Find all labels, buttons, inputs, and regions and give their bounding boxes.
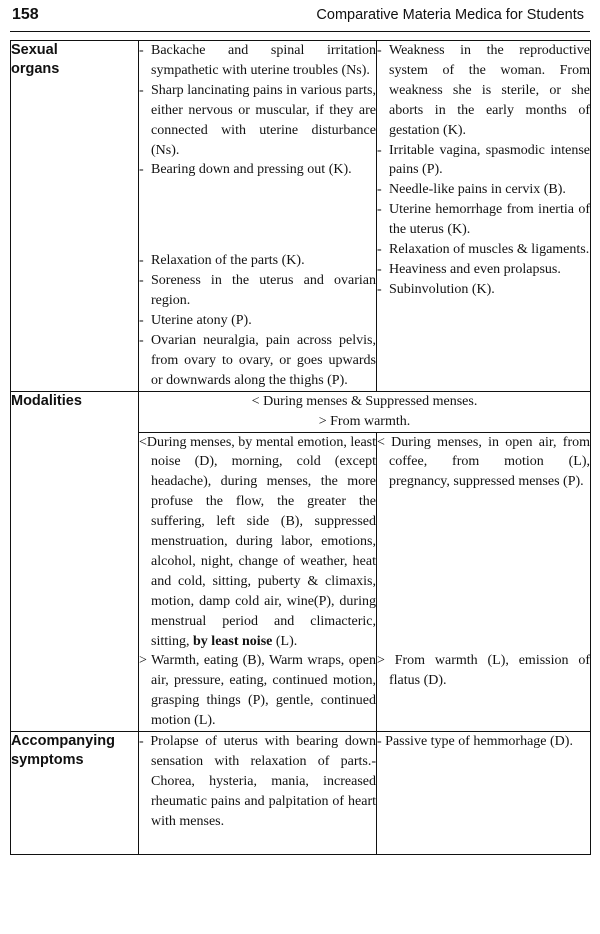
running-head	[10, 6, 590, 28]
sexual-organs-right-cell	[377, 41, 591, 392]
header-rule	[10, 31, 590, 32]
better-paragraph: > Warmth, eating (B), Warm wraps, open air, pressure, eating, continued motion, grasping things (P), gentle, continued motion (L).	[139, 653, 376, 729]
accompanying-right-text: - Passive type of hemmorhage (D).	[377, 734, 573, 750]
better-paragraph: > From warmth (L), emission of flatus (D).	[377, 653, 590, 689]
list-item: - Backache and spinal irritation sympathetic with uterine troubles (Ns).	[139, 43, 376, 78]
list-item: - Subinvolution (K).	[377, 281, 495, 297]
accompanying-left-text: - Prolapse of uterus with bearing down sensation with relaxation of parts.- Chorea, hysteria, mania, increased rheumatic pains and palpitation of heart with menses.	[139, 734, 376, 829]
list-item: - Needle-like pains in cervix (B).	[377, 182, 566, 198]
list-item: - Ovarian neuralgia, pain across pelvis, from ovary to ovary, or goes upwards or downwards along the thighs (P).	[139, 332, 376, 388]
worse-paragraph: <During menses, by mental emotion, least noise (D), morning, cold (except headache), during menses, the more profuse the flow, the greater the suffering, left side (B), suppressed menstruation, during labor, emotions, alcohol, night, change of weather, heat and cold, sitting, puberty & climaxis, motion, damp cold air, wine(P), during menstrual period and climacteric, sitting, by least noise (L).	[139, 434, 376, 649]
accompanying-left-cell	[139, 732, 377, 855]
list-item: - Relaxation of the parts (K).	[139, 253, 305, 269]
list-item: - Uterine hemorrhage from inertia of the uterus (K).	[377, 202, 590, 238]
modalities-right-cell	[377, 432, 591, 732]
modalities-summary-cell	[139, 391, 591, 432]
summary-worse: < During menses & Suppressed menses.	[251, 393, 478, 409]
list-item: - Sharp lancinating pains in various parts, either nervous or muscular, if they are connected with uterine disturbance (Ns).	[139, 82, 376, 158]
list-item: - Bearing down and pressing out (K).	[139, 162, 352, 178]
row-accompanying-symptoms	[11, 732, 591, 855]
list-item: - Soreness in the uterus and ovarian region.	[139, 273, 376, 309]
list-item: - Irritable vagina, spasmodic intense pains (P).	[377, 142, 590, 178]
accompanying-right-cell	[377, 732, 591, 855]
running-title: Comparative Materia Medica for Students	[316, 7, 584, 23]
row-label-accompanying-symptoms: Accompanying symptoms	[11, 732, 139, 855]
page-number: 158	[12, 6, 39, 23]
row-modalities-summary	[11, 391, 591, 432]
list-item: - Relaxation of muscles & ligaments.	[377, 242, 590, 258]
list-item: - Weakness in the reproductive system of the woman. From weakness she is sterile, or she aborts in the early months of gestation (K).	[377, 43, 590, 138]
summary-better: > From warmth.	[318, 413, 411, 429]
row-label-sexual-organs: Sexual organs	[11, 41, 139, 392]
modalities-left-cell	[139, 432, 377, 732]
worse-paragraph: < During menses, in open air, from coffee, from motion (L), pregnancy, suppressed menses (P).	[377, 434, 590, 490]
row-label-modalities: Modalities	[11, 391, 139, 731]
list-item: - Heaviness and even prolapsus.	[377, 261, 561, 277]
row-sexual-organs	[11, 41, 591, 392]
sexual-organs-left-cell	[139, 41, 377, 392]
comparison-table	[10, 40, 591, 855]
list-item: - Uterine atony (P).	[139, 313, 252, 329]
